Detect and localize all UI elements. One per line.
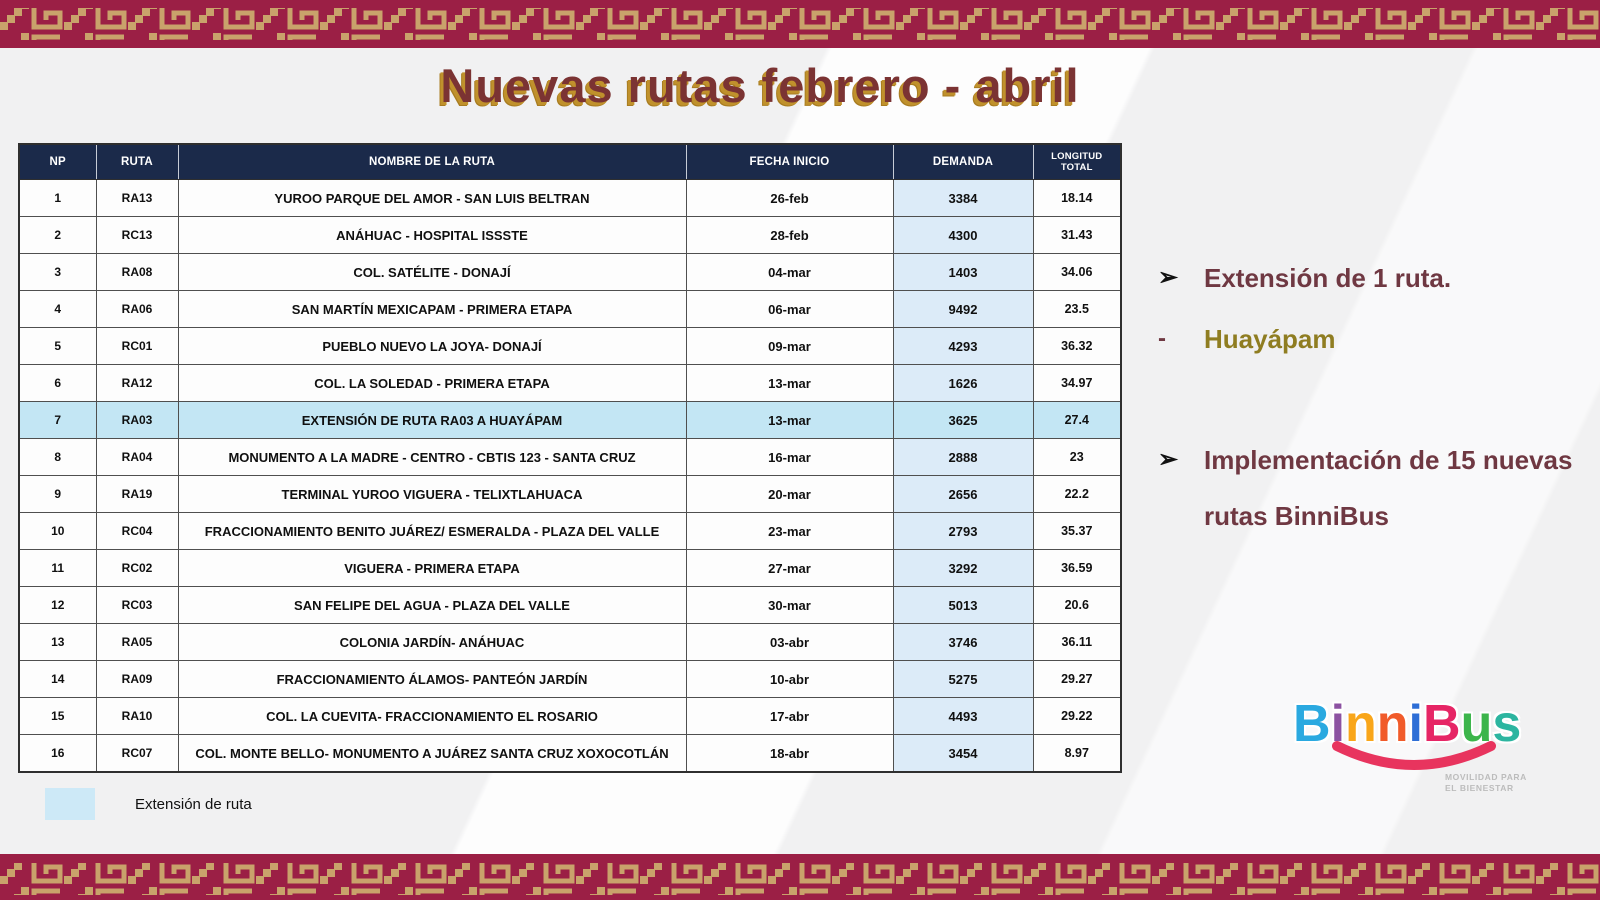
cell-longitud: 34.97 — [1033, 365, 1121, 402]
cell-longitud: 18.14 — [1033, 180, 1121, 217]
cell-fecha: 09-mar — [686, 328, 893, 365]
cell-np: 4 — [19, 291, 96, 328]
cell-nombre: COL. LA CUEVITA- FRACCIONAMIENTO EL ROSARIO — [178, 698, 686, 735]
cell-demanda: 2888 — [893, 439, 1033, 476]
note-extension-text: Extensión de 1 ruta. — [1204, 263, 1452, 293]
header-demanda: DEMANDA — [893, 144, 1033, 180]
cell-longitud: 29.27 — [1033, 661, 1121, 698]
logo-letter: n — [1345, 695, 1377, 753]
cell-np: 1 — [19, 180, 96, 217]
cell-np: 7 — [19, 402, 96, 439]
cell-nombre: COL. LA SOLEDAD - PRIMERA ETAPA — [178, 365, 686, 402]
cell-ruta: RA05 — [96, 624, 178, 661]
table-row — [19, 550, 1121, 587]
legend-swatch — [45, 788, 95, 820]
cell-demanda: 5275 — [893, 661, 1033, 698]
table-row — [19, 661, 1121, 698]
dash-bullet-icon: - — [1158, 324, 1166, 352]
logo-letter: n — [1376, 695, 1409, 753]
cell-nombre: COL. SATÉLITE - DONAJÍ — [178, 254, 686, 291]
cell-np: 15 — [19, 698, 96, 735]
greca-border-top — [0, 0, 1600, 48]
table-row — [19, 217, 1121, 254]
cell-longitud: 29.22 — [1033, 698, 1121, 735]
cell-demanda: 2656 — [893, 476, 1033, 513]
cell-ruta: RA09 — [96, 661, 178, 698]
cell-nombre: EXTENSIÓN DE RUTA RA03 A HUAYÁPAM — [178, 402, 686, 439]
cell-longitud: 23.5 — [1033, 291, 1121, 328]
legend — [45, 788, 252, 820]
header-longitud: LONGITUD TOTAL — [1033, 144, 1121, 180]
header-np: NP — [19, 144, 96, 180]
cell-fecha: 28-feb — [686, 217, 893, 254]
cell-demanda: 1403 — [893, 254, 1033, 291]
logo-letter: B — [1423, 695, 1461, 753]
header-nombre: NOMBRE DE LA RUTA — [178, 144, 686, 180]
header-ruta: RUTA — [96, 144, 178, 180]
cell-fecha: 03-abr — [686, 624, 893, 661]
table-row — [19, 513, 1121, 550]
note-implementacion-text: Implementación de 15 nuevas rutas BinniBus — [1204, 445, 1573, 531]
cell-ruta: RA06 — [96, 291, 178, 328]
logo-letter: i — [1330, 695, 1346, 753]
cell-nombre: SAN MARTÍN MEXICAPAM - PRIMERA ETAPA — [178, 291, 686, 328]
table-row — [19, 624, 1121, 661]
legend-label: Extensión de ruta — [135, 795, 252, 813]
cell-nombre: PUEBLO NUEVO LA JOYA- DONAJÍ — [178, 328, 686, 365]
cell-fecha: 30-mar — [686, 587, 893, 624]
table-row — [19, 439, 1121, 476]
cell-demanda: 4300 — [893, 217, 1033, 254]
arrow-bullet-icon: ➢ — [1158, 264, 1179, 291]
cell-np: 3 — [19, 254, 96, 291]
greca-border-bottom — [0, 854, 1600, 900]
cell-demanda: 3292 — [893, 550, 1033, 587]
cell-demanda: 3625 — [893, 402, 1033, 439]
logo-letter: B — [1293, 695, 1331, 753]
cell-np: 14 — [19, 661, 96, 698]
page-title: Nuevas rutas febrero - abril — [440, 59, 1080, 112]
table-row — [19, 180, 1121, 217]
logo-tagline-line1: MOVILIDAD PARA — [1445, 772, 1527, 782]
cell-nombre: VIGUERA - PRIMERA ETAPA — [178, 550, 686, 587]
cell-ruta: RA19 — [96, 476, 178, 513]
cell-np: 10 — [19, 513, 96, 550]
table-row — [19, 402, 1121, 439]
cell-longitud: 22.2 — [1033, 476, 1121, 513]
cell-demanda: 5013 — [893, 587, 1033, 624]
logo-letter: i — [1408, 695, 1423, 753]
cell-nombre: COL. MONTE BELLO- MONUMENTO A JUÁREZ SANTA CRUZ XOXOCOTLÁN — [178, 735, 686, 773]
binnibus-wordmark — [1293, 694, 1543, 754]
cell-fecha: 10-abr — [686, 661, 893, 698]
logo-letter: u — [1460, 695, 1493, 753]
arrow-bullet-icon: ➢ — [1158, 446, 1179, 473]
cell-nombre: ANÁHUAC - HOSPITAL ISSSTE — [178, 217, 686, 254]
cell-demanda: 4293 — [893, 328, 1033, 365]
cell-longitud: 35.37 — [1033, 513, 1121, 550]
cell-demanda: 3454 — [893, 735, 1033, 773]
cell-nombre: YUROO PARQUE DEL AMOR - SAN LUIS BELTRAN — [178, 180, 686, 217]
table-row — [19, 735, 1121, 773]
cell-fecha: 27-mar — [686, 550, 893, 587]
header-fecha: FECHA INICIO — [686, 144, 893, 180]
table-row — [19, 291, 1121, 328]
cell-fecha: 17-abr — [686, 698, 893, 735]
cell-np: 16 — [19, 735, 96, 773]
cell-ruta: RA10 — [96, 698, 178, 735]
table-row — [19, 476, 1121, 513]
cell-ruta: RC03 — [96, 587, 178, 624]
cell-nombre: FRACCIONAMIENTO ÁLAMOS- PANTEÓN JARDÍN — [178, 661, 686, 698]
cell-demanda: 3746 — [893, 624, 1033, 661]
cell-nombre: MONUMENTO A LA MADRE - CENTRO - CBTIS 123 - SANTA CRUZ — [178, 439, 686, 476]
cell-demanda: 3384 — [893, 180, 1033, 217]
cell-longitud: 36.59 — [1033, 550, 1121, 587]
cell-np: 8 — [19, 439, 96, 476]
logo-letter: s — [1492, 695, 1522, 753]
routes-table-container — [18, 143, 1120, 813]
cell-nombre: COLONIA JARDÍN- ANÁHUAC — [178, 624, 686, 661]
note-extension — [1158, 262, 1588, 295]
cell-ruta: RC02 — [96, 550, 178, 587]
note-huayapam-text: Huayápam — [1204, 323, 1336, 354]
table-row — [19, 365, 1121, 402]
note-implementacion — [1158, 433, 1588, 545]
routes-table — [18, 143, 1122, 773]
table-row — [19, 587, 1121, 624]
cell-longitud: 27.4 — [1033, 402, 1121, 439]
cell-np: 11 — [19, 550, 96, 587]
cell-ruta: RC13 — [96, 217, 178, 254]
cell-ruta: RA13 — [96, 180, 178, 217]
cell-fecha: 20-mar — [686, 476, 893, 513]
cell-fecha: 18-abr — [686, 735, 893, 773]
cell-fecha: 26-feb — [686, 180, 893, 217]
cell-fecha: 13-mar — [686, 402, 893, 439]
note-huayapam — [1158, 323, 1588, 356]
cell-ruta: RA12 — [96, 365, 178, 402]
cell-np: 13 — [19, 624, 96, 661]
logo-tagline — [1445, 772, 1543, 795]
cell-np: 5 — [19, 328, 96, 365]
cell-np: 6 — [19, 365, 96, 402]
cell-longitud: 31.43 — [1033, 217, 1121, 254]
cell-ruta: RA08 — [96, 254, 178, 291]
cell-nombre: TERMINAL YUROO VIGUERA - TELIXTLAHUACA — [178, 476, 686, 513]
cell-nombre: SAN FELIPE DEL AGUA - PLAZA DEL VALLE — [178, 587, 686, 624]
cell-longitud: 20.6 — [1033, 587, 1121, 624]
table-row — [19, 254, 1121, 291]
cell-ruta: RA03 — [96, 402, 178, 439]
cell-fecha: 06-mar — [686, 291, 893, 328]
cell-ruta: RC04 — [96, 513, 178, 550]
cell-np: 9 — [19, 476, 96, 513]
cell-demanda: 1626 — [893, 365, 1033, 402]
cell-longitud: 23 — [1033, 439, 1121, 476]
cell-fecha: 13-mar — [686, 365, 893, 402]
cell-fecha: 23-mar — [686, 513, 893, 550]
cell-ruta: RC07 — [96, 735, 178, 773]
cell-np: 12 — [19, 587, 96, 624]
table-header-row — [19, 144, 1121, 180]
cell-fecha: 04-mar — [686, 254, 893, 291]
cell-longitud: 36.32 — [1033, 328, 1121, 365]
table-row — [19, 328, 1121, 365]
cell-demanda: 2793 — [893, 513, 1033, 550]
cell-demanda: 9492 — [893, 291, 1033, 328]
binnibus-logo — [1293, 694, 1543, 795]
table-row — [19, 698, 1121, 735]
cell-fecha: 16-mar — [686, 439, 893, 476]
cell-demanda: 4493 — [893, 698, 1033, 735]
cell-longitud: 34.06 — [1033, 254, 1121, 291]
cell-ruta: RC01 — [96, 328, 178, 365]
cell-nombre: FRACCIONAMIENTO BENITO JUÁREZ/ ESMERALDA - PLAZA DEL VALLE — [178, 513, 686, 550]
notes-panel — [1158, 262, 1588, 545]
cell-longitud: 36.11 — [1033, 624, 1121, 661]
cell-np: 2 — [19, 217, 96, 254]
logo-tagline-line2: EL BIENESTAR — [1445, 783, 1514, 794]
cell-ruta: RA04 — [96, 439, 178, 476]
cell-longitud: 8.97 — [1033, 735, 1121, 773]
